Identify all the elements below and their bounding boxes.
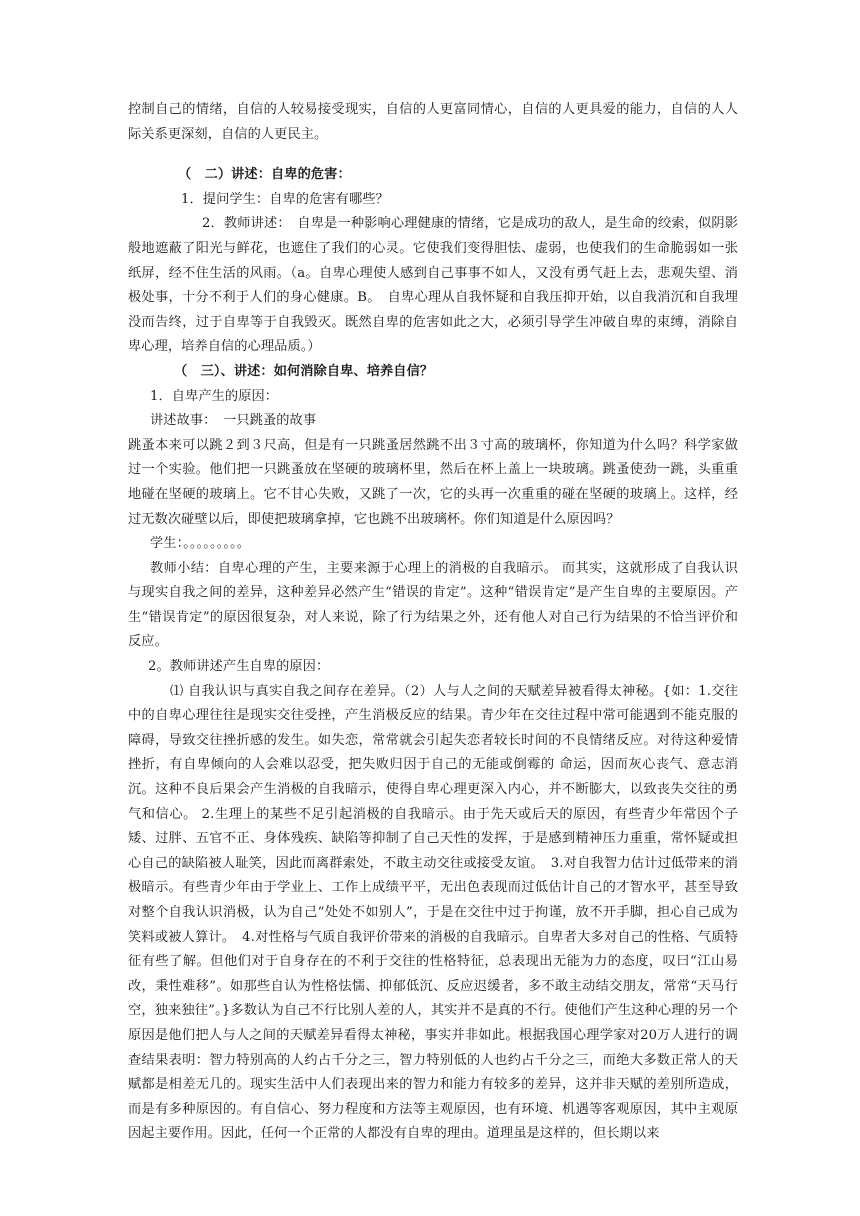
paragraph: 教师小结：自卑心理的产生，主要来源于心理上的消极的自我暗示。 而其实，这就形成了自我认识与现实自我之间的差异，这种差异必然产生“错误的肯定”。这种“错误肯定”是产生自卑的主要原因。产生“错误肯定”的原因很复杂，对人来说，除了行为结果之外，还有他人对自己行为结果的不恰当评价和反应。 — [128, 560, 738, 650]
document-body — [128, 98, 738, 1147]
paragraph-gap — [128, 147, 738, 163]
paragraph: 1．自卑产生的原因： — [150, 388, 279, 404]
paragraph: 跳蚤本来可以跳２到３尺高，但是有一只跳蚤居然跳不出３寸高的玻璃杯，你知道为什么吗？科学家做过一个实验。他们把一只跳蚤放在坚硬的玻璃杯里，然后在杯上盖上一块玻璃。跳蚤使劲一跳，头重重地碰在坚硬的玻璃上。它不甘心失败，又跳了一次，它的头再一次重重的碰在坚硬的玻璃上。这样，经过无数次碰壁以后，即使把玻璃拿掉，它也跳不出玻璃杯。你们知道是什么原因吗？ — [128, 437, 738, 527]
paragraph: 控制自己的情绪，自信的人较易接受现实，自信的人更富同情心，自信的人更具爱的能力，自信的人人际关系更深刻，自信的人更民主。 — [128, 102, 738, 142]
paragraph: 学生：。。。。。。。。。 — [150, 536, 251, 552]
paragraph: 2。教师讲述产生自卑的原因： — [148, 659, 330, 675]
paragraph: 1．提问学生：自卑的危害有哪些？ — [181, 191, 389, 207]
section-heading: （ 三）、讲述：如何消除自卑、培养自信？ — [174, 363, 434, 379]
paragraph: ⑴ 自我认识与真实自我之间存在差异。（2）人与人之间的天赋差异被看得太神秘。{如：1.交往中的自卑心理往往是现实交往受挫，产生消极反应的结果。青少年在交往过程中常可能遇到不能克服的障碍，导致交往挫折感的发生。如失恋，常常就会引起失恋者较长时间的不良情绪反应。对待这种爱情挫折，有自卑倾向的人会难以忍受，把失败归因于自己的无能或倒霉的 命运，因而灰心丧气、意志消沉。这种不良后果会产生消极的自我暗示，使得自卑心理更深入内心，并不断膨大，以致丧失交往的勇气和信心。 2.生理上的某些不足引起消极的自我暗示。由于先天或后天的原因，有些青少年常因个子矮、过胖、五官不正、身体残疾、缺陷等抑制了自己天性的发挥，于是感到精神压力重重，常怀疑或担心自己的缺陷被人耻笑，因此而离群索处，不敢主动交往或接受友谊。 3.对自我智力估计过低带来的消极暗示。有些青少年由于学业上、工作上成绩平平，无出色表现而过低估计自己的才智水平，甚至导致对整个自我认识消极，认为自己“处处不如别人”，于是在交往中过于拘谨，放不开手脚，担心自己成为笑料或被人算计。 4.对性格与气质自我评价带来的消极的自我暗示。自卑者大多对自己的性格、气质特征有些了解。但他们对于自身存在的不利于交往的性格特征，总表现出无能为力的态度，叹曰“江山易改，秉性难移”。如那些自认为性格怯懦、抑郁低沉、反应迟缓者，多不敢主动结交朋友，常常“天马行空，独来独往”。}多数认为自己不行比别人差的人，其实并不是真的不行。使他们产生这种心理的另一个原因是他们把人与人之间的天赋差异看得太神秘，事实并非如此。根据我国心理学家对20万人进行的调查结果表明：智力特别高的人约占千分之三，智力特别低的人也约占千分之三，而绝大多数正常人的天赋都是相差无几的。现实生活中人们表现出来的智力和能力有较多的差异，这并非天赋的差别所造成，而是有多种原因的。有自信心、努力程度和方法等主观原因，也有环境、机遇等客观原因，其中主观原因起主要作用。因此，任何一个正常的人都没有自卑的理由。道理虽是这样的，但长期以来 — [128, 683, 738, 1142]
section-heading: （ 二）讲述：自卑的危害： — [178, 167, 351, 183]
paragraph: 讲述故事： 一只跳蚤的故事 — [150, 413, 317, 429]
paragraph: 2．教师讲述： 自卑是一种影响心理健康的情绪，它是成功的敌人，是生命的绞索，似阴影般地遮蔽了阳光与鲜花，也遮住了我们的心灵。它使我们变得胆怯、虚弱，也使我们的生命脆弱如一张纸屏，经不住生活的风雨。（a。自卑心理使人感到自己事事不如人，又没有勇气赶上去，悲观失望、消极处事，十分不利于人们的身心健康。B。 自卑心理从自我怀疑和自我压抑开始，以自我消沉和自我埋没而告终，过于自卑等于自我毁灭。既然自卑的危害如此之大，必须引导学生冲破自卑的束缚，消除自卑心理，培养自信的心理品质。） — [128, 216, 738, 355]
